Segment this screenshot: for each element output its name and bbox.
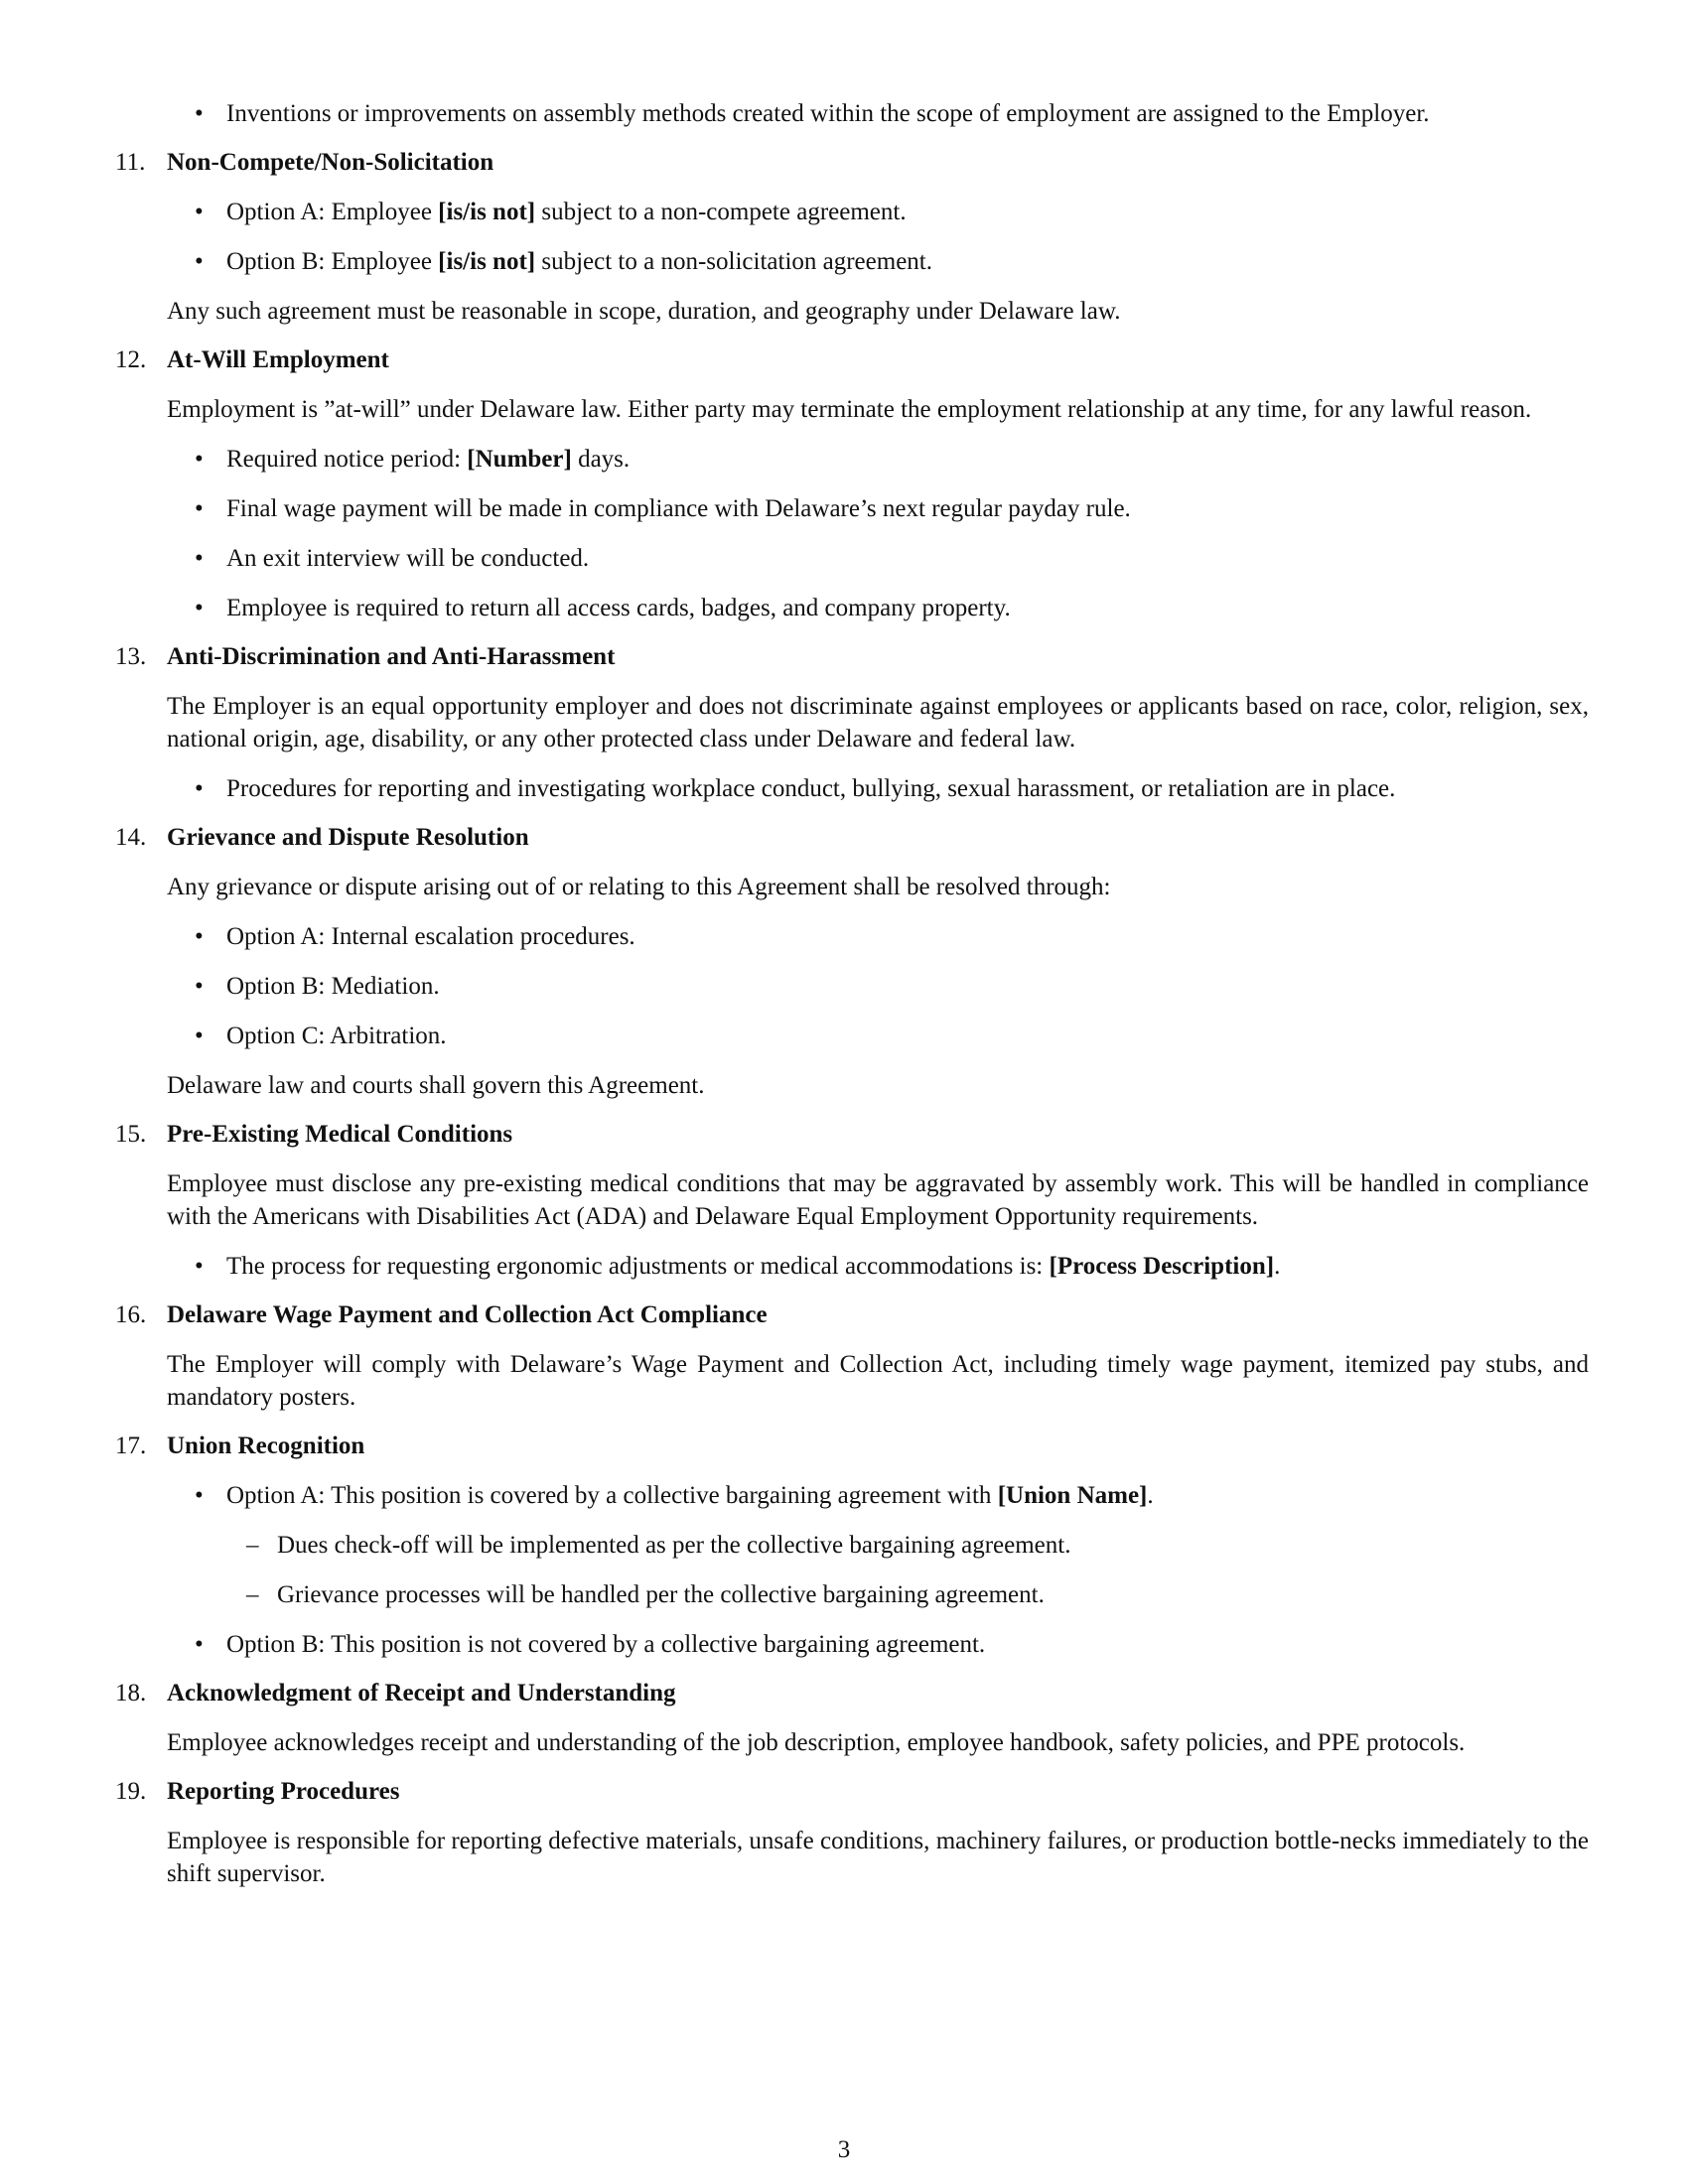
section-heading: Non-Compete/Non-Solicitation (167, 149, 494, 176)
section-number: 13. (115, 643, 147, 670)
sub-list (226, 1529, 1589, 1611)
section-heading: Union Recognition (167, 1433, 365, 1459)
bullet-list (167, 1250, 1589, 1283)
placeholder-field: [Process Description] (1049, 1253, 1275, 1280)
section-heading: Pre-Existing Medical Conditions (167, 1121, 513, 1148)
section-heading: Delaware Wage Payment and Collection Act Compliance (167, 1301, 768, 1328)
section-number: 19. (115, 1778, 147, 1805)
list-item: • Option C: Arbitration. (167, 1020, 1589, 1052)
list-item (167, 443, 1589, 476)
intro-bullet-list (167, 97, 1589, 130)
section-number: 17. (115, 1433, 147, 1459)
section-number: 12. (115, 346, 147, 373)
section-heading: At-Will Employment (167, 346, 389, 373)
section-18 (115, 1677, 1589, 1759)
section-paragraph: Employee is responsible for reporting defective materials, unsafe conditions, machinery failures, or production bottle-necks immediately to the shift supervisor. (167, 1828, 1589, 1887)
section-16 (115, 1298, 1589, 1414)
list-item: • Procedures for reporting and investigating workplace conduct, bullying, sexual harassment, or retaliation are in place. (167, 772, 1589, 805)
bullet-list (167, 196, 1589, 278)
section-heading: Anti-Discrimination and Anti-Harassment (167, 643, 616, 670)
sub-list-item: – Dues check-off will be implemented as per the collective bargaining agreement. (226, 1529, 1589, 1562)
section-heading: Acknowledgment of Receipt and Understanding (167, 1680, 676, 1706)
text: Required notice period: (226, 446, 468, 473)
section-12 (115, 343, 1589, 624)
text: Option A: Employee (226, 199, 439, 225)
placeholder-field: [is/is not] (438, 199, 536, 225)
text: subject to a non-solicitation agreement. (535, 248, 932, 275)
section-number: 18. (115, 1680, 147, 1706)
section-17 (115, 1430, 1589, 1661)
section-number: 14. (115, 824, 147, 851)
list-item: • Option B: This position is not covered by a collective bargaining agreement. (167, 1628, 1589, 1661)
document-page (115, 97, 1589, 1890)
list-item (167, 1250, 1589, 1283)
text: Option A: This position is covered by a collective bargaining agreement with (226, 1482, 998, 1509)
list-item: • Inventions or improvements on assembly methods created within the scope of employment are assigned to the Employer. (167, 97, 1589, 130)
section-13 (115, 640, 1589, 805)
list-item (167, 1479, 1589, 1611)
intro-continuation (167, 97, 1589, 130)
text: subject to a non-compete agreement. (535, 199, 907, 225)
section-paragraph: Any grievance or dispute arising out of or relating to this Agreement shall be resolved through: (167, 874, 1111, 900)
text: . (1274, 1253, 1281, 1280)
bullet-list (167, 1479, 1589, 1661)
text: days. (571, 446, 631, 473)
section-paragraph: Employment is ”at-will” under Delaware law. Either party may terminate the employment relationship at any time, for any lawful reason. (167, 396, 1532, 423)
bullet-list (167, 920, 1589, 1052)
list-item: • Option A: Internal escalation procedures. (167, 920, 1589, 953)
list-item: • Option B: Mediation. (167, 970, 1589, 1003)
section-number: 11. (115, 149, 146, 176)
section-number: 16. (115, 1301, 147, 1328)
list-item (167, 196, 1589, 228)
section-15 (115, 1118, 1589, 1283)
sub-list-item: – Grievance processes will be handled per the collective bargaining agreement. (226, 1578, 1589, 1611)
list-item (167, 245, 1589, 278)
placeholder-field: [Number] (467, 446, 572, 473)
section-11 (115, 146, 1589, 328)
list-item: • Employee is required to return all access cards, badges, and company property. (167, 592, 1589, 624)
bullet-list (167, 443, 1589, 624)
section-paragraph: Employee must disclose any pre-existing medical conditions that may be aggravated by assembly work. This will be handled in compliance with the Americans with Disabilities Act (ADA) and Delaware Equal Employment Opportunity requirements. (167, 1170, 1589, 1230)
list-item: • An exit interview will be conducted. (167, 542, 1589, 575)
placeholder-field: [Union Name] (997, 1482, 1148, 1509)
page-number: 3 (837, 2136, 851, 2163)
text: . (1147, 1482, 1154, 1509)
section-paragraph: The Employer will comply with Delaware’s Wage Payment and Collection Act, including timely wage payment, itemized pay stubs, and mandatory posters. (167, 1351, 1589, 1411)
section-paragraph: Employee acknowledges receipt and understanding of the job description, employee handbook, safety policies, and PPE protocols. (167, 1729, 1466, 1756)
list-item: • Final wage payment will be made in compliance with Delaware’s next regular payday rule. (167, 492, 1589, 525)
section-paragraph: The Employer is an equal opportunity employer and does not discriminate against employees or applicants based on race, color, religion, sex, national origin, age, disability, or any other protected class under Delaware and federal law. (167, 693, 1589, 752)
section-19 (115, 1775, 1589, 1890)
text: Option B: Employee (226, 248, 439, 275)
placeholder-field: [is/is not] (438, 248, 536, 275)
bullet-list (167, 772, 1589, 805)
section-number: 15. (115, 1121, 147, 1148)
text: The process for requesting ergonomic adjustments or medical accommodations is: (226, 1253, 1050, 1280)
section-14 (115, 821, 1589, 1102)
section-heading: Grievance and Dispute Resolution (167, 824, 529, 851)
section-paragraph: Any such agreement must be reasonable in scope, duration, and geography under Delaware law. (167, 298, 1121, 325)
section-heading: Reporting Procedures (167, 1778, 400, 1805)
section-paragraph: Delaware law and courts shall govern this Agreement. (167, 1072, 705, 1099)
